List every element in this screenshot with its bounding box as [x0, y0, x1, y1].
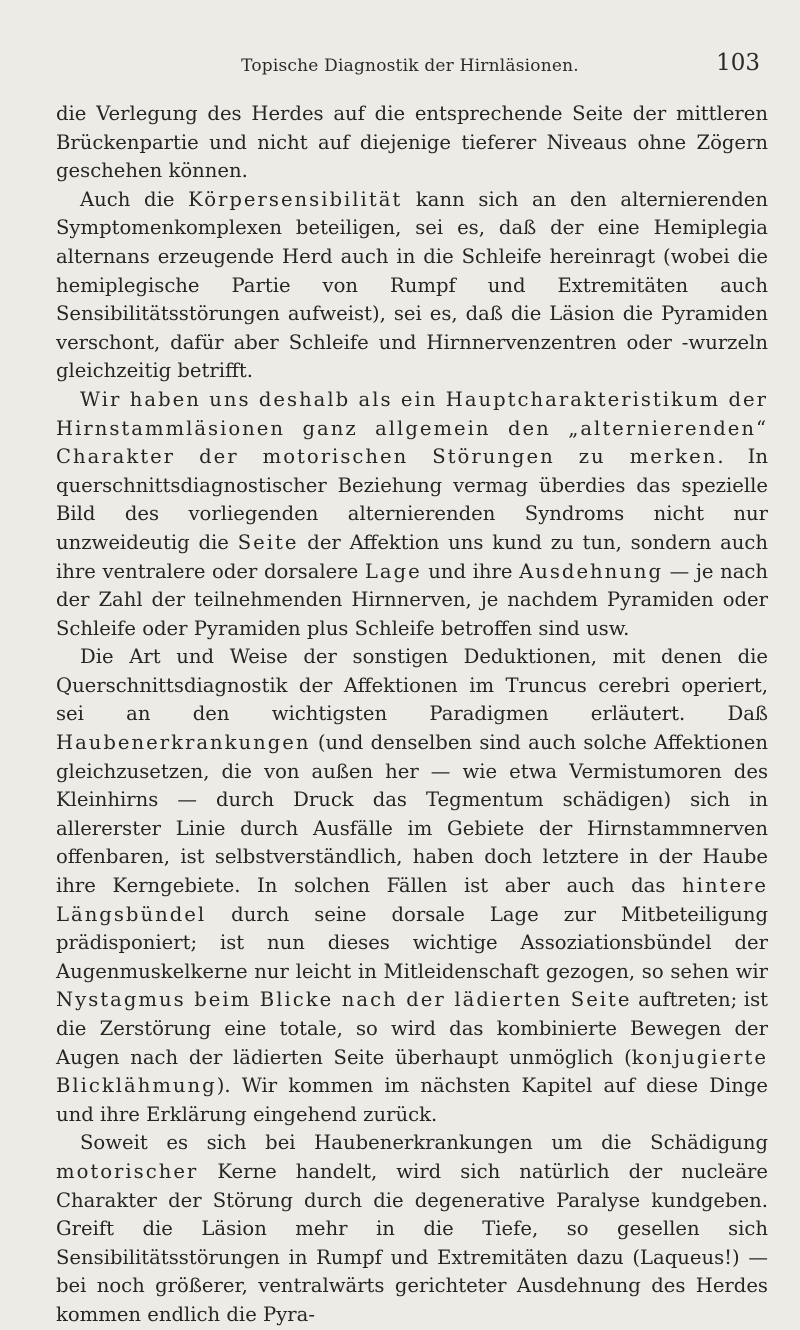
- text-run: — je nach der Zahl der teilnehmenden Hirnnerven, je nachdem Pyramiden oder Schleife oder Pyramiden plus Schleife betroffen sind usw.: [56, 559, 768, 640]
- paragraph: [56, 186, 768, 386]
- running-title: Topische Diagnostik der Hirnläsionen.: [241, 56, 579, 76]
- text-run: Kerne handelt, wird sich natürlich der nucleäre Charakter der Störung durch die degenerative Paralyse kundgeben. Greift die Läsion mehr in die Tiefe, so gesellen sich Sensibilitätsstörungen in Rumpf und Extremitäten dazu (Laqueus!) — bei noch größerer, ventralwärts gerichteter Ausdehnung des Herdes kommen endlich die Pyra-: [56, 1159, 768, 1326]
- text-run: Soweit es sich bei Haubenerkrankungen um die Schädigung: [80, 1131, 768, 1155]
- spaced-emphasis: Haubenerkrankungen: [56, 731, 311, 755]
- spaced-emphasis: Nystagmus beim Blicke nach der lädierten Seite: [56, 988, 632, 1012]
- text-run: ). Wir kommen im nächsten Kapitel auf diese Dinge und ihre Erklärung eingehend zurück.: [56, 1074, 768, 1126]
- spaced-emphasis: Lage: [364, 559, 422, 583]
- spaced-emphasis: motorischer: [56, 1159, 199, 1183]
- body-text: [56, 100, 768, 1330]
- text-run: der Affektion uns kund zu tun, sondern auch ihre ventralere oder dorsalere: [56, 530, 768, 583]
- text-run: In querschnittsdiagnostischer Beziehung vermag überdies das spezielle Bild des vorliegenden alternierenden Syndroms nicht nur unzweideutig die: [56, 445, 768, 554]
- paragraph: [56, 643, 768, 1129]
- text-run: Auch die: [80, 187, 189, 211]
- paragraph: [56, 1129, 768, 1329]
- paragraph: [56, 100, 768, 186]
- text-run: durch seine dorsale Lage zur Mitbeteiligung prädisponiert; ist nun dieses wichtige Assoziationsbündel der Augenmuskelkerne nur leicht in Mitleidenschaft gezogen, so sehen wir: [56, 902, 768, 983]
- spaced-emphasis: konjugierte Blicklähmung: [56, 1045, 768, 1098]
- text-run: auftreten; ist die Zerstörung eine totale, so wird das kombinierte Bewegen der Augen nach der lädierten Seite überhaupt unmöglich (: [56, 988, 769, 1069]
- running-head: [60, 50, 760, 84]
- text-run: kann sich an den alternierenden Symptomenkomplexen beteiligen, sei es, daß der eine Hemiplegia alternans erzeugende Herd auch in die Schleife hereinragt (wobei die hemiplegische Partie von Rumpf und Extremitäten auch Sensibilitätsstörungen aufweist), sei es, daß die Läsion die Pyramiden verschont, dafür aber Schleife und Hirnnervenzentren oder -wurzeln gleichzeitig betrifft.: [56, 187, 768, 383]
- text-run: und ihre: [421, 559, 520, 583]
- spaced-emphasis: Ausdehnung: [519, 559, 664, 583]
- spaced-emphasis: hintere Längsbündel: [56, 874, 768, 926]
- page-number: 103: [716, 50, 760, 76]
- spaced-emphasis: Seite: [237, 530, 299, 554]
- text-run: (und denselben sind auch solche Affektionen gleichzusetzen, die von außen her — wie etwa Vermistumoren des Kleinhirns — durch Druck das Tegmentum schädigen) sich in allererster Linie durch Ausfälle im Gebiete der Hirnstammnerven offenbaren, ist selbstverständlich, haben doch letztere in der Haube ihre Kerngebiete. In solchen Fällen ist aber auch das: [56, 731, 768, 898]
- paragraph: [56, 386, 768, 643]
- text-run: Die Art und Weise der sonstigen Deduktionen, mit denen die Querschnittsdiagnostik der Affektionen im Truncus cerebri operiert, sei an den wichtigsten Paradigmen erläutert. Daß: [56, 645, 768, 726]
- spaced-emphasis: Körpersensibilität: [188, 187, 403, 211]
- text-run: die Verlegung des Herdes auf die entsprechende Seite der mittleren Brückenpartie und nicht auf diejenige tieferer Niveaus ohne Zögern geschehen können.: [56, 102, 768, 183]
- spaced-emphasis: Wir haben uns deshalb als ein Hauptcharakteristikum der Hirnstammläsionen ganz allgemein den „alternierenden“ Charakter der motorischen Störungen zu merken.: [56, 387, 768, 469]
